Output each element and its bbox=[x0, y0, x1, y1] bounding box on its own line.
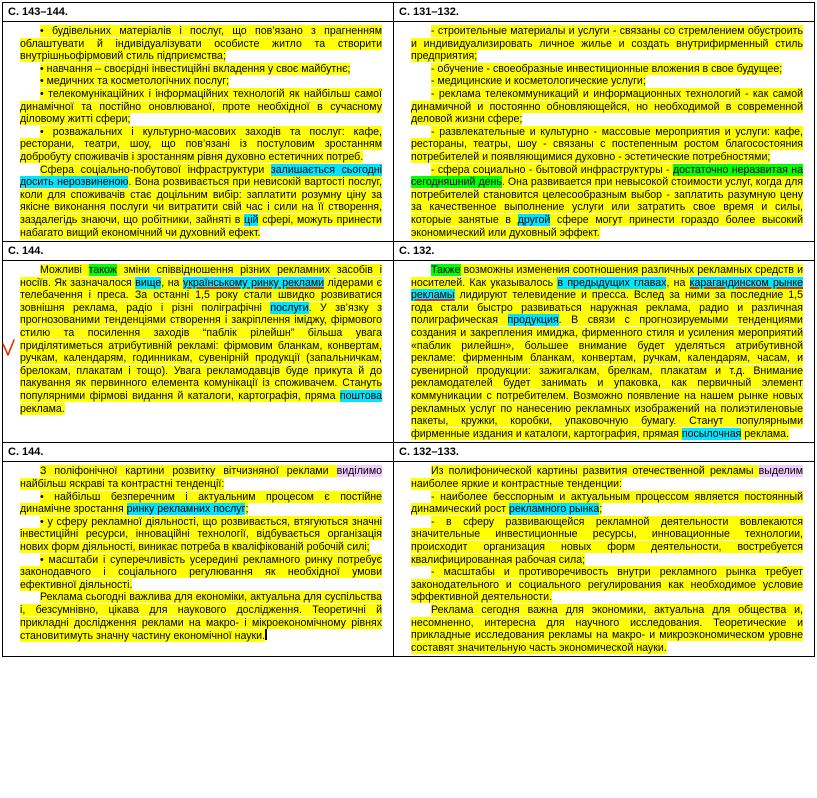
highlighted-phrase: выделим bbox=[758, 465, 803, 478]
highlighted-phrase: другой bbox=[517, 213, 551, 226]
text-segment: возможны изменения соотношения различных рекламных средств и носителей. Как указывалось bbox=[411, 264, 803, 289]
page-reference: С. 132–133. bbox=[394, 443, 814, 462]
paragraph bbox=[20, 88, 382, 126]
text-segment: • телекомунікаційних і інформаційних технологій як найбільш самої динамічної та постійно оновлюваної, проте необхідної в сучасному діловому житті сфери; bbox=[20, 87, 382, 126]
paragraph bbox=[411, 25, 803, 63]
highlighted-phrase: залишається сьогодні досить нерозвиненою bbox=[20, 163, 382, 189]
page-reference: С. 131–132. bbox=[394, 3, 814, 22]
text-segment: Можливі bbox=[40, 264, 89, 277]
highlighted-phrase: ринку рекламних послуг bbox=[126, 503, 246, 516]
paragraph bbox=[20, 264, 382, 415]
paragraph bbox=[411, 566, 803, 604]
text-segment: лідерами є телебачення і преса. За останні 1,5 року стали швидко розвиватися зовнішня реклама, радіо і різні поліграфічні bbox=[20, 276, 383, 314]
highlighted-phrase: продукция bbox=[507, 314, 559, 327]
text-segment: - строительные материалы и услуги - связаны со стремлением обустроить и индивидуализировать личное жилье и создать внутрифирменный стиль предприятия; bbox=[411, 25, 803, 63]
text-segment: - развлекательные и культурно - массовые мероприятия и услуги: кафе, рестораны, театры, шоу - связаны с постепенным ростом благосостояния потребителей и появляющимися духовно - эстетические потребностями; bbox=[411, 125, 803, 163]
highlighted-phrase: в предыдущих главах bbox=[557, 276, 667, 289]
text-segment: • навчання – своєрідні інвестиційні вкладення у своє майбутнє; bbox=[40, 62, 351, 75]
text-segment: - обучение - своеобразные инвестиционные вложения в свое будущее; bbox=[431, 62, 783, 75]
paragraph bbox=[20, 75, 382, 88]
paragraph bbox=[411, 516, 803, 566]
table-row bbox=[3, 242, 815, 443]
text-segment: сфере могут принести гораздо более высокий экономический или духовный эффект. bbox=[411, 213, 803, 239]
page-reference: С. 143–144. bbox=[3, 3, 393, 22]
highlighted-phrase: карагандинском рынке рекламы bbox=[411, 276, 803, 302]
text-segment: Реклама сегодня важна для экономики, актуальна для общества и, несомненно, интересна для научного исследования. Теоретические и прикладные исследования рекламы на макро- и микроэкономическом уровне составят значительную часть экономической науки. bbox=[411, 603, 803, 654]
text-block bbox=[3, 22, 393, 241]
text-segment: Из полифонической картины развития отечественной рекламы bbox=[431, 465, 759, 478]
text-segment: . Она развивается при невысокой стоимости услуг, когда для потребителей становится целесообразным выбор - заплатить разумную цену за качественное выполнение услуги или затратить свое время и силы, которые занятые в bbox=[411, 176, 803, 226]
text-segment: . Вона розвивається при невисокій вартості послуг, коли для споживачів стає доцільним вибір: заплатити розумну ціну за якісне виконання послуги чи витратити свій час і сили на її створення, заздалегідь знаючи, що робітники, зайняті в bbox=[20, 176, 383, 226]
text-segment: - сфера социально - бытовой инфраструктуры - bbox=[431, 163, 673, 176]
text-segment: реклама. bbox=[741, 427, 790, 440]
text-cursor bbox=[265, 629, 267, 640]
text-segment: . В связи с прогнозируемыми тенденциями создания и закрепления имиджа, фирменного стиля и усиления мероприятий «паблик рилейшн», большее внимание будет уделяться атрибутивной рекламе: фирменным бланкам, конвертам, ручкам, календарям, часам, и сувенирной продукции: зажигалкам, брелкам, плакатам и т.д. Внимание рекламодателей будет занимать и упаковка, как первичный элемент коммуникации с потребителем. Возможно появление на нашем рынке новых рекламных услуг по нанесению рекламных изображений на полиэтиленовые пакеты, кружки, коробки, упаковочную бумагу. Станут популярными фирменные издания и каталоги, картография, прямая bbox=[411, 314, 803, 440]
paragraph bbox=[20, 126, 382, 164]
text-block[interactable] bbox=[3, 462, 393, 644]
text-segment: • медичних та косметологічних послуг; bbox=[40, 75, 230, 88]
paragraph bbox=[20, 465, 382, 490]
left-cell bbox=[3, 242, 394, 443]
paragraph bbox=[411, 465, 803, 490]
highlighted-phrase: українському ринку реклами bbox=[182, 276, 325, 289]
paragraph bbox=[20, 491, 382, 516]
paragraph bbox=[411, 126, 803, 164]
text-segment: зміни співвідношення різних рекламних засобів і носіїв. Як зазначалося bbox=[20, 264, 382, 289]
comparison-table bbox=[2, 2, 815, 657]
paragraph bbox=[20, 516, 382, 554]
text-segment: лидируют телевидение и пресса. Вслед за ними за последние 1,5 года стали быстро развиваться наружная реклама, радио и различная полиграфическая bbox=[411, 289, 803, 327]
highlighted-phrase: поштова bbox=[339, 390, 382, 403]
paragraph bbox=[411, 604, 803, 654]
text-segment: - медицинские и косметологические услуги; bbox=[431, 75, 646, 88]
paragraph bbox=[411, 75, 803, 88]
text-segment: - наиболее бесспорным и актуальным процессом является постоянный динамический рост bbox=[411, 490, 803, 516]
right-cell bbox=[394, 443, 815, 657]
text-segment: - реклама телекоммуникаций и информационных технологий - как самой динамичной и постоянно обновляющейся, но необходимой в современной деловой жизни сфере; bbox=[411, 87, 803, 126]
paragraph bbox=[411, 63, 803, 76]
text-segment: • будівельних матеріалів і послуг, що пов’язано з прагненням облаштувати й індивідуалізувати особисте житло та створити внутрішньофірмовий стиль підприємства; bbox=[20, 25, 382, 63]
text-segment: найбільш яскраві та контрастні тенденції: bbox=[20, 478, 225, 490]
highlighted-phrase: вище bbox=[135, 276, 162, 289]
paragraph bbox=[411, 164, 803, 240]
text-segment: наиболее яркие и контрастные тенденции: bbox=[411, 478, 622, 490]
page-reference: С. 132. bbox=[394, 242, 814, 261]
page-reference: С. 144. bbox=[3, 443, 393, 462]
paragraph bbox=[20, 591, 382, 642]
highlighted-phrase: послуги bbox=[270, 301, 309, 314]
highlighted-phrase: достаточно неразвитая на сегодняшний день bbox=[411, 163, 804, 189]
text-segment: З поліфонічної картини розвитку вітчизняної реклами bbox=[40, 465, 337, 478]
highlighted-phrase: рекламного рынка bbox=[509, 503, 600, 516]
paragraph bbox=[411, 491, 803, 516]
left-cell bbox=[3, 3, 394, 242]
right-cell bbox=[394, 242, 815, 443]
table-row bbox=[3, 3, 815, 242]
text-segment: - в сферу развивающейся рекламной деятельности вовлекаются значительные инвестиционные ресурсы, инновационные технологии, происходит организация новых форм деятельности, востребуется квалифицированная рабочая сила; bbox=[411, 515, 803, 566]
paragraph bbox=[411, 88, 803, 126]
paragraph bbox=[20, 554, 382, 592]
text-segment: • масштаби і суперечливість усередині рекламного ринку потребує законодавчого і соціального регулювання як необхідної умови ефективної діяльності. bbox=[20, 553, 382, 591]
page-reference: С. 144. bbox=[3, 242, 393, 261]
text-segment: - масштабы и противоречивость внутри рекламного рынка требует законодательного и социального регулирования как необходимое условие эффективной деятельности. bbox=[411, 566, 803, 604]
right-cell bbox=[394, 3, 815, 242]
text-segment: • у сферу рекламної діяльності, що розвивається, втягуються значні інвестиційні ресурси, інноваційні технології, відбувається організація нових форм діяльності, виникає потреба в кваліфікованій робочій силі; bbox=[20, 515, 382, 553]
highlighted-phrase: Также bbox=[431, 264, 461, 277]
text-segment: Реклама сьогодні важлива для економіки, актуальна для суспільства і, безсумнівно, цікава для наукового дослідження. Теоретичні й прикладні дослідження реклами на макро- і мікроекономічному рівнях становитимуть значну частину економічної науки. bbox=[20, 591, 382, 643]
text-segment: реклама. bbox=[20, 402, 65, 415]
paragraph bbox=[20, 63, 382, 76]
paragraph bbox=[20, 164, 382, 240]
paragraph bbox=[411, 264, 803, 440]
text-block bbox=[394, 462, 814, 656]
text-segment: , на bbox=[666, 276, 690, 289]
paragraph bbox=[20, 25, 382, 63]
text-block bbox=[3, 261, 393, 417]
highlighted-phrase: виділимо bbox=[336, 465, 382, 478]
text-segment: ; bbox=[245, 503, 249, 516]
highlighted-phrase: цій bbox=[244, 213, 259, 226]
text-segment: • найбільш безперечним і актуальним процесом є постійне динамічне зростання bbox=[20, 490, 382, 516]
text-block bbox=[394, 22, 814, 241]
table-row bbox=[3, 443, 815, 657]
highlighted-phrase: посылочная bbox=[681, 427, 742, 440]
text-segment: . У зв’язку з прогнозованими тенденціями створення і закріплення іміджу, фірмового стилю та посилення заходів “паблік рілейшн” більша увага приділятиметься атрибутивній рекламі: фірмовим бланкам, конвертам, ручкам, календарям, годинникам, сувенірній продукції (запальничкам, брелокам, плакатам і тощо). Увага рекламодавців буде прикута й до пакування як первинного елемента комунікації із споживачем. Стануть популярними фірмові видання й каталоги, картографія, пряма bbox=[20, 301, 382, 403]
left-cell bbox=[3, 443, 394, 657]
text-segment: , на bbox=[161, 276, 183, 289]
text-segment: • розважальних і культурно-масових заходів та послуг: кафе, ресторани, театри, шоу, що пов’язані із постуловим зростанням добробуту споживачів і зростанням рівня духовно естетичних потреб. bbox=[20, 125, 382, 163]
text-segment: Сфера соціально-побутової інфраструктури bbox=[40, 163, 271, 176]
text-segment: сфері, можуть принести набагато вищий економічний чи духовний ефект. bbox=[20, 213, 382, 239]
text-block bbox=[394, 261, 814, 442]
highlighted-phrase: також bbox=[88, 264, 117, 277]
text-segment: ; bbox=[599, 503, 603, 516]
